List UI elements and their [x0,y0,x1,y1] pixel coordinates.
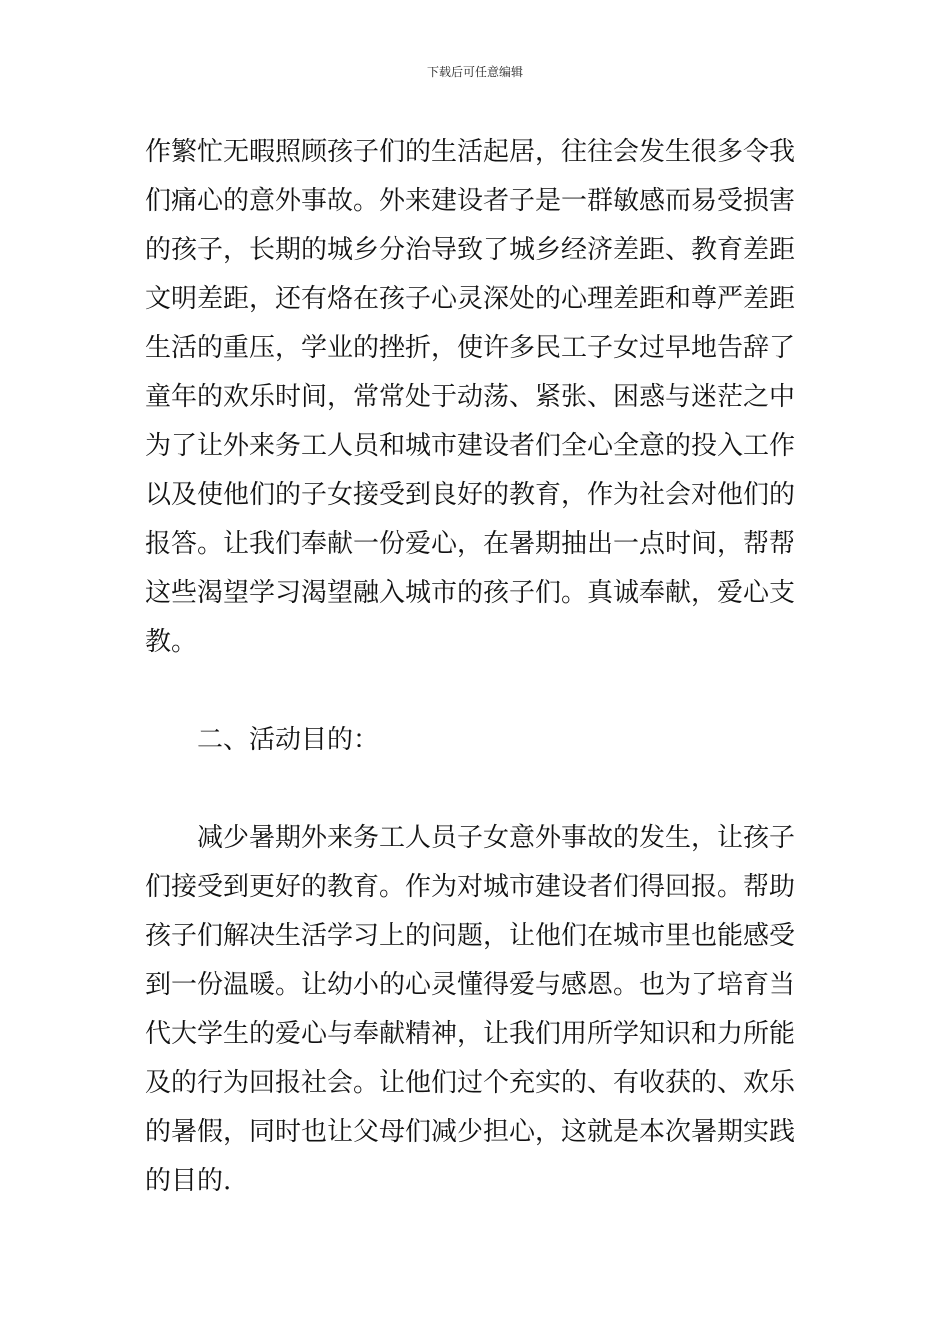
paragraph-line: 生活的重压，学业的挫折，使许多民工子女过早地告辞了 [145,333,796,363]
paragraph-line: 们痛心的意外事故。外来建设者子是一群敏感而易受损害 [145,186,796,216]
section-heading: 二、活动目的： [197,725,380,755]
paragraph-line: 这些渴望学习渴望融入城市的孩子们。真诚奉献，爱心支 [145,578,796,608]
page-header-note: 下载后可任意编辑 [426,65,523,79]
paragraph-purpose [145,814,807,1206]
paragraph-line: 教。 [145,627,198,657]
paragraph-line: 以及使他们的子女接受到良好的教育，作为社会对他们的 [145,480,796,510]
paragraph-line: 报答。让我们奉献一份爱心，在暑期抽出一点时间，帮帮 [145,529,796,559]
paragraph-line: 为了让外来务工人员和城市建设者们全心全意的投入工作 [145,431,796,461]
paragraph-line: 及的行为回报社会。让他们过个充实的、有收获的、欢乐 [145,1068,796,1098]
paragraph-spacer [145,765,807,814]
paragraph-line: 的目的. [145,1166,232,1196]
paragraph-line: 作繁忙无暇照顾孩子们的生活起居，往往会发生很多令我 [145,137,796,167]
paragraph-line: 代大学生的爱心与奉献精神，让我们用所学知识和力所能 [145,1019,796,1049]
paragraph-line: 的暑假，同时也让父母们减少担心，这就是本次暑期实践 [145,1117,796,1147]
paragraph-line: 童年的欢乐时间，常常处于动荡、紧张、困惑与迷茫之中 [145,382,796,412]
paragraph-line: 减少暑期外来务工人员子女意外事故的发生，让孩子 [197,823,796,853]
paragraph-line: 们接受到更好的教育。作为对城市建设者们得回报。帮助 [145,872,796,902]
paragraph-line: 的孩子，长期的城乡分治导致了城乡经济差距、教育差距 [145,235,796,265]
document-body [145,128,807,1206]
paragraph-line: 文明差距，还有烙在孩子心灵深处的心理差距和尊严差距 [145,284,796,314]
paragraph-background [145,128,807,667]
paragraph-line: 到一份温暖。让幼小的心灵懂得爱与感恩。也为了培育当 [145,970,796,1000]
paragraph-spacer [145,667,807,716]
paragraph-line: 孩子们解决生活学习上的问题，让他们在城市里也能感受 [145,921,796,951]
